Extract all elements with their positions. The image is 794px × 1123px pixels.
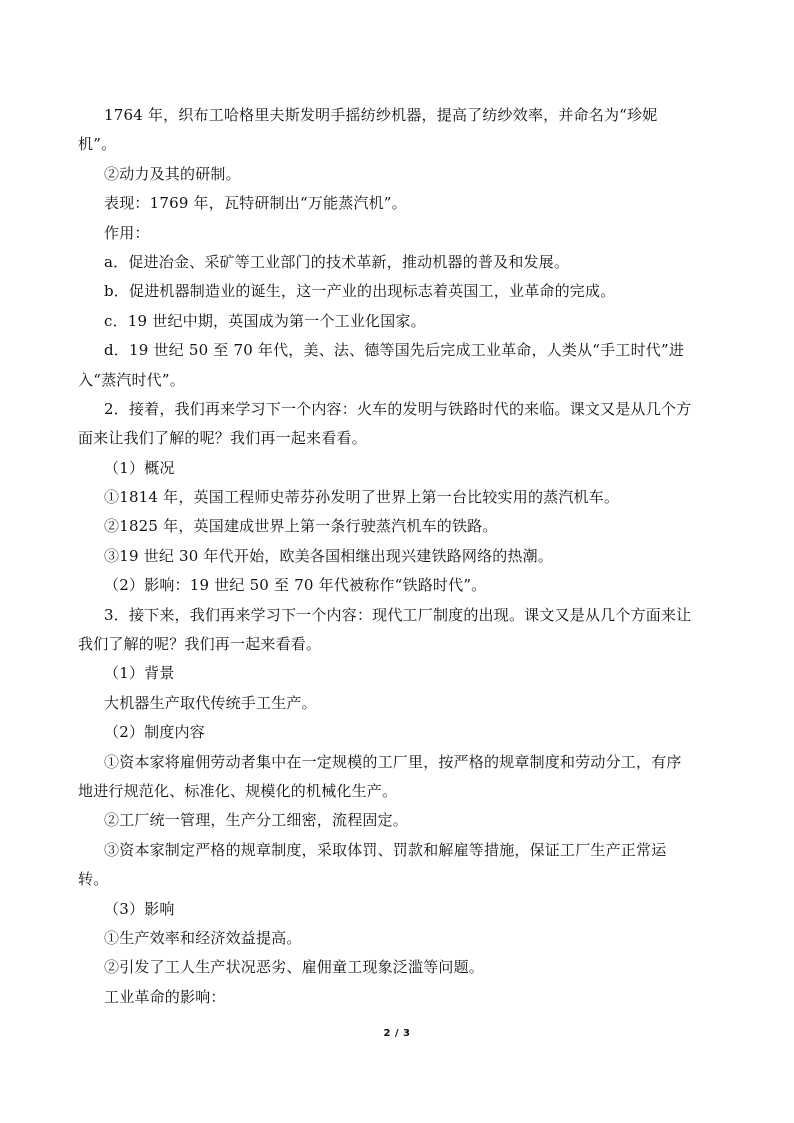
paragraph-line: （2）影响：19 世纪 50 至 70 年代被称作“铁路时代”。 xyxy=(104,576,487,595)
paragraph-line: 大机器生产取代传统手工生产。 xyxy=(104,693,317,712)
paragraph-line: ②1825 年，英国建成世界上第一条行驶蒸汽机车的铁路。 xyxy=(104,517,498,536)
body-text xyxy=(78,101,704,1012)
paragraph-line: 3．接下来，我们再来学习下一个内容：现代工厂制度的出现。课文又是从几个方面来让 xyxy=(104,605,692,624)
paragraph-line: 2．接着，我们再来学习下一个内容：火车的发明与铁路时代的来临。课文又是从几个方 xyxy=(104,399,692,418)
paragraph-line: 表现：1769 年，瓦特研制出“万能蒸汽机”。 xyxy=(104,194,407,213)
paragraph-line: 转。 xyxy=(78,870,109,889)
paragraph-line: ①生产效率和经济效益提高。 xyxy=(104,928,302,947)
paragraph-line: ①资本家将雇佣劳动者集中在一定规模的工厂里，按严格的规章制度和劳动分工，有序 xyxy=(104,752,682,771)
paragraph-line: ②动力及其的研制。 xyxy=(104,164,241,183)
page-number: 2 / 3 xyxy=(383,1028,411,1039)
paragraph-line: ③19 世纪 30 年代开始，欧美各国相继出现兴建铁路网络的热潮。 xyxy=(104,546,554,565)
paragraph-line: 地进行规范化、标准化、规模化的机械化生产。 xyxy=(78,781,398,800)
paragraph-line: 工业革命的影响： xyxy=(104,987,226,1006)
section-heading: （3）影响 xyxy=(104,899,175,918)
paragraph-line: ①1814 年，英国工程师史蒂芬孙发明了世界上第一台比较实用的蒸汽机车。 xyxy=(104,488,620,507)
paragraph-line: 1764 年，织布工哈格里夫斯发明手摇纺纱机器，提高了纺纱效率，并命名为“珍妮 xyxy=(104,106,658,124)
paragraph-line: 我们了解的呢？我们再一起来看看。 xyxy=(78,635,322,654)
paragraph-line: 入“蒸汽时代”。 xyxy=(78,370,185,389)
paragraph-line: d．19 世纪 50 至 70 年代，美、法、德等国先后完成工业革命，人类从“手工时代”进 xyxy=(104,341,685,360)
section-heading: （1）背景 xyxy=(104,664,175,683)
paragraph-line: b．促进机器制造业的诞生，这一产业的出现标志着英国工，业革命的完成。 xyxy=(104,282,616,301)
paragraph-line: 作用： xyxy=(104,223,150,242)
paragraph-line: a．促进冶金、采矿等工业部门的技术革新，推动机器的普及和发展。 xyxy=(104,252,570,271)
paragraph-line: c．19 世纪中期，英国成为第一个工业化国家。 xyxy=(104,311,426,330)
paragraph-line: ③资本家制定严格的规章制度，采取体罚、罚款和解雇等措施，保证工厂生产正常运 xyxy=(104,840,667,859)
paragraph-line: ②工厂统一管理，生产分工细密，流程固定。 xyxy=(104,811,409,830)
section-heading: （2）制度内容 xyxy=(104,723,205,742)
paragraph-line: 面来让我们了解的呢？我们再一起来看看。 xyxy=(78,429,367,448)
paragraph-line: ②引发了工人生产状况恶劣、雇佣童工现象泛滥等问题。 xyxy=(104,958,485,977)
section-heading: （1）概况 xyxy=(104,458,175,477)
paragraph-line: 机”。 xyxy=(78,135,117,154)
